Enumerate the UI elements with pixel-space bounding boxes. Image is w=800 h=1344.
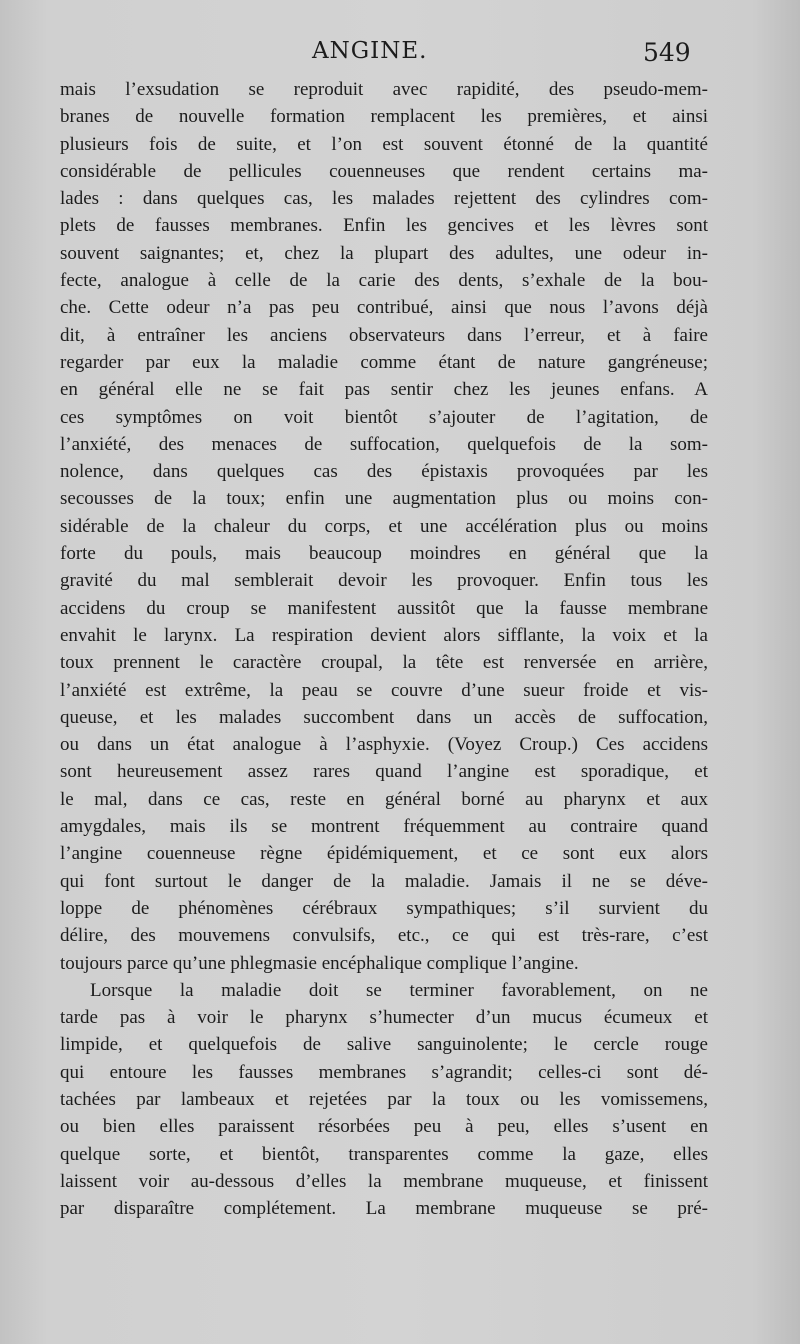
text-line: envahit le larynx. La respiration devient alors sifflante, la voix et la [60,624,708,646]
text-line: plusieurs fois de suite, et l’on est souvent étonné de la quantité [60,133,708,155]
page-title: ANGINE. [312,38,428,64]
text-line: considérable de pellicules couenneuses que rendent certains ma- [60,160,708,182]
text-line: forte du pouls, mais beaucoup moindres en général que la [60,543,708,565]
text-line: sidérable de la chaleur du corps, et une accélération plus ou moins [60,515,708,537]
text-line: lades : dans quelques cas, les malades rejettent des cylindres com- [60,188,708,210]
text-line: l’angine couenneuse règne épidémiquement, et ce sont eux alors [60,843,708,865]
text-line: le mal, dans ce cas, reste en général borné au pharynx et aux [60,788,708,810]
text-line: qui font surtout le danger de la maladie. Jamais il ne se déve- [60,870,708,892]
text-line: gravité du mal semblerait devoir les provoquer. Enfin tous les [60,570,708,592]
text-line: ces symptômes on voit bientôt s’ajouter de l’agitation, de [60,406,708,428]
paragraph-first-line: Lorsque la maladie doit se terminer favorablement, on ne [90,979,708,1001]
text-line: laissent voir au-dessous d’elles la membrane muqueuse, et finissent [60,1170,708,1192]
text-line: amygdales, mais ils se montrent fréquemment au contraire quand [60,816,708,838]
text-line: queuse, et les malades succombent dans un accès de suffocation, [60,706,708,728]
text-line: tachées par lambeaux et rejetées par la toux ou les vomissemens, [60,1088,708,1110]
text-line: fecte, analogue à celle de la carie des dents, s’exhale de la bou- [60,270,708,292]
text-line: tarde pas à voir le pharynx s’humecter d’un mucus écumeux et [60,1007,708,1029]
page-number: 549 [643,38,691,67]
text-line: nolence, dans quelques cas des épistaxis provoquées par les [60,461,708,483]
body-text [60,76,708,1222]
text-line: sont heureusement assez rares quand l’angine est sporadique, et [60,761,708,783]
text-line: ou bien elles paraissent résorbées peu à peu, elles s’usent en [60,1116,708,1138]
text-line: plets de fausses membranes. Enfin les gencives et les lèvres sont [60,215,708,237]
text-line: accidens du croup se manifestent aussitôt que la fausse membrane [60,597,708,619]
text-line: secousses de la toux; enfin une augmentation plus ou moins con- [60,488,708,510]
text-line: délire, des mouvemens convulsifs, etc., ce qui est très-rare, c’est [60,925,708,947]
text-line: mais l’exsudation se reproduit avec rapidité, des pseudo-mem- [60,79,708,100]
text-line: limpide, et quelquefois de salive sanguinolente; le cercle rouge [60,1034,708,1056]
text-line: quelque sorte, et bientôt, transparentes comme la gaze, elles [60,1143,708,1165]
text-line: l’anxiété, des menaces de suffocation, quelquefois de la som- [60,433,708,455]
running-head [0,36,800,72]
text-line: regarder par eux la maladie comme étant de nature gangréneuse; [60,351,708,373]
text-line: toux prennent le caractère croupal, la tête est renversée en arrière, [60,652,708,674]
text-line: toujours parce qu’une phlegmasie encéphalique complique l’angine. [60,952,579,974]
text-line: souvent saignantes; et, chez la plupart des adultes, une odeur in- [60,242,708,264]
text-line: en général elle ne se fait pas sentir chez les jeunes enfans. A [60,379,708,401]
text-line: che. Cette odeur n’a pas peu contribué, ainsi que nous l’avons déjà [60,297,708,319]
text-line: par disparaître complétement. La membrane muqueuse se pré- [60,1198,708,1220]
text-line: dit, à entraîner les anciens observateurs dans l’erreur, et à faire [60,324,708,346]
text-line: loppe de phénomènes cérébraux sympathiques; s’il survient du [60,897,708,919]
text-line: branes de nouvelle formation remplacent les premières, et ainsi [60,106,708,128]
text-line: ou dans un état analogue à l’asphyxie. (Voyez Croup.) Ces accidens [60,734,708,756]
text-line: l’anxiété est extrême, la peau se couvre d’une sueur froide et vis- [60,679,708,701]
text-line: qui entoure les fausses membranes s’agrandit; celles-ci sont dé- [60,1061,708,1083]
